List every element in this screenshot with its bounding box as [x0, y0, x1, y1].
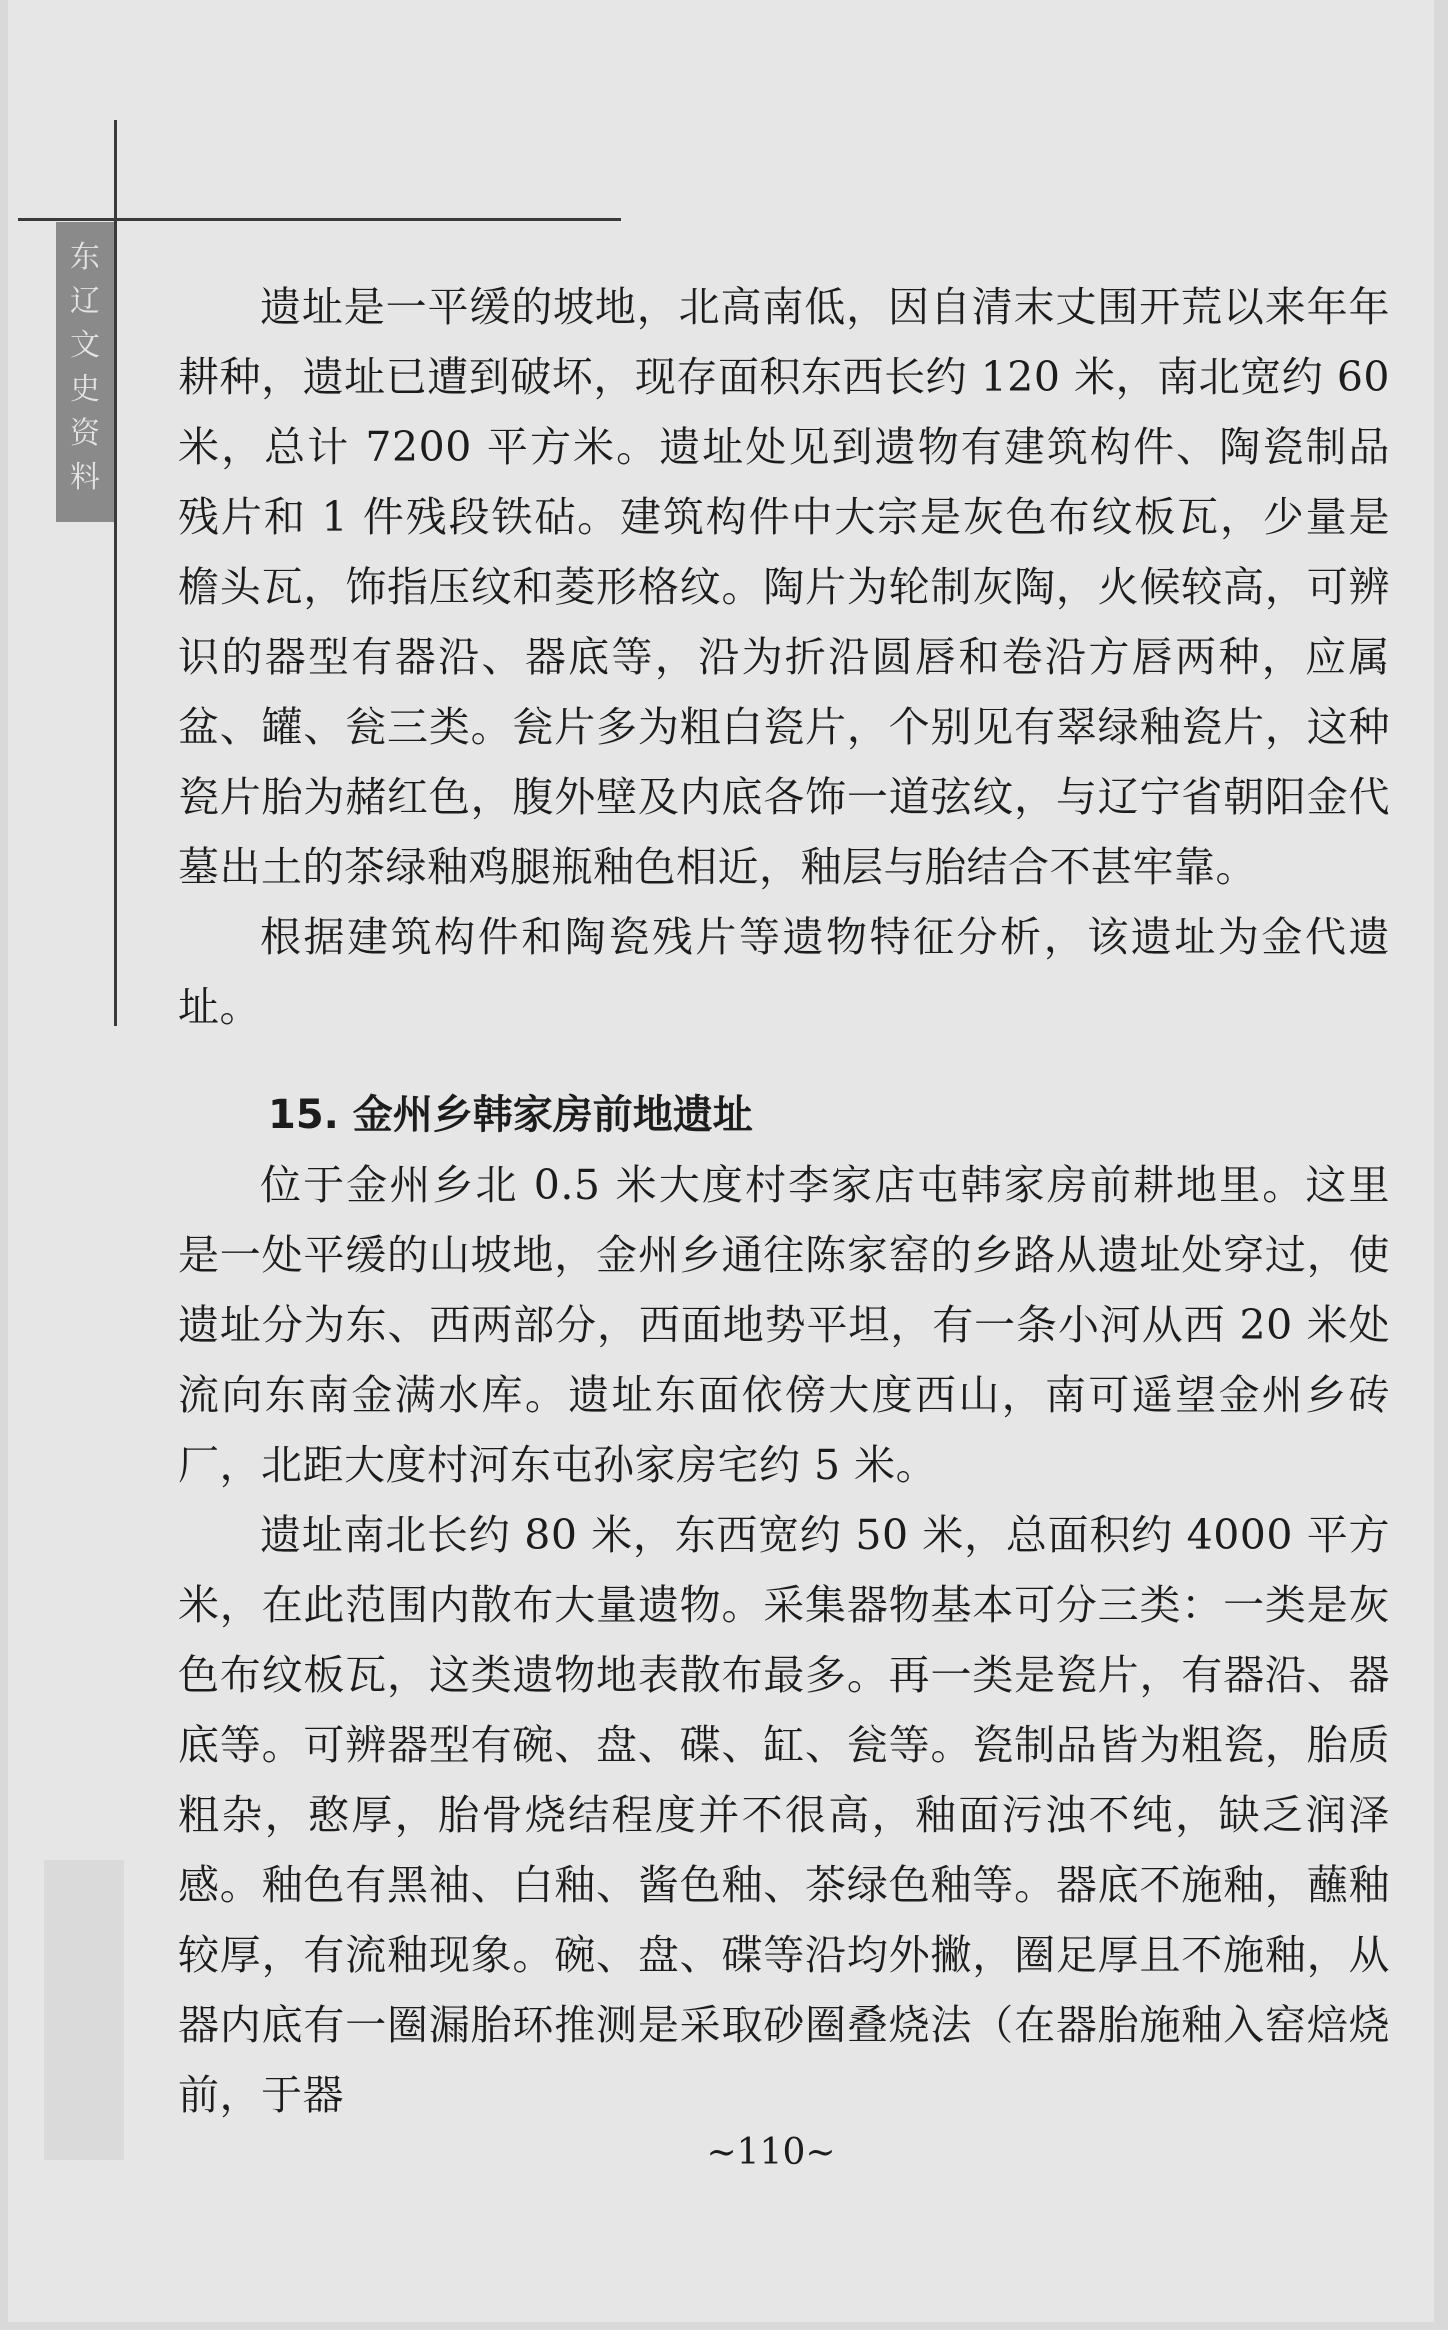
margin-shade — [44, 1860, 124, 2160]
paragraph-artifacts: 遗址南北长约 80 米，东西宽约 50 米，总面积约 4000 平方米，在此范围内散布大量遗物。采集器物基本可分三类：一类是灰色布纹板瓦，这类遗物地表散布最多。再一类是瓷片，有器沿、器底等。可辨器型有碗、盘、碟、缸、瓮等。瓷制品皆为粗瓷，胎质粗杂，憨厚，胎骨烧结程度并不很高，釉面污浊不纯，缺乏润泽感。釉色有黑袖、白釉、酱色釉、茶绿色釉等。器底不施釉，蘸釉较厚，有流釉现象。碗、盘、碟等沿均外撇，圈足厚且不施釉，从器内底有一圈漏胎环推测是采取砂圈叠烧法（在器胎施釉入窑焙烧前，于器 — [178, 1511, 1390, 2119]
book-page — [8, 0, 1434, 2322]
header-horizontal-rule — [18, 218, 621, 221]
side-tab-char: 东 — [70, 240, 100, 275]
side-tab-char: 料 — [70, 460, 100, 495]
series-side-tab — [56, 222, 114, 522]
body-text — [178, 272, 1390, 2130]
section-gap — [178, 1042, 1390, 1080]
margin-vertical-rule — [114, 120, 117, 1026]
side-tab-char: 史 — [70, 372, 100, 407]
side-tab-char: 文 — [70, 328, 100, 363]
paragraph-site-description: 遗址是一平缓的坡地，北高南低，因自清末丈围开荒以来年年耕种，遗址已遭到破坏，现存面积东西长约 120 米，南北宽约 60 米，总计 7200 平方米。遗址处见到遗物有建筑构件、陶瓷制品残片和 1 件残段铁砧。建筑构件中大宗是灰色布纹板瓦，少量是檐头瓦，饰指压纹和菱形格纹。陶片为轮制灰陶，火候较高，可辨识的器型有器沿、器底等，沿为折沿圆唇和卷沿方唇两种，应属盆、罐、瓮三类。瓮片多为粗白瓷片，个别见有翠绿釉瓷片，这种瓷片胎为赭红色，腹外壁及内底各饰一道弦纹，与辽宁省朝阳金代墓出土的茶绿釉鸡腿瓶釉色相近，釉层与胎结合不甚牢靠。 — [178, 283, 1390, 891]
side-tab-char: 资 — [70, 416, 100, 451]
section-heading: 15. 金州乡韩家房前地遗址 — [268, 1092, 753, 1138]
side-tab-char: 辽 — [70, 284, 100, 319]
paragraph-site-conclusion: 根据建筑构件和陶瓷残片等遗物特征分析，该遗址为金代遗址。 — [178, 913, 1390, 1031]
paragraph-location: 位于金州乡北 0.5 米大度村李家店屯韩家房前耕地里。这里是一处平缓的山坡地，金州乡通往陈家窑的乡路从遗址处穿过，使遗址分为东、西两部分，西面地势平坦，有一条小河从西 20 米处流向东南金满水库。遗址东面依傍大度西山，南可遥望金州乡砖厂，北距大度村河东屯孙家房宅约 5 米。 — [178, 1161, 1390, 1489]
page-number: ~110~ — [706, 2132, 836, 2173]
